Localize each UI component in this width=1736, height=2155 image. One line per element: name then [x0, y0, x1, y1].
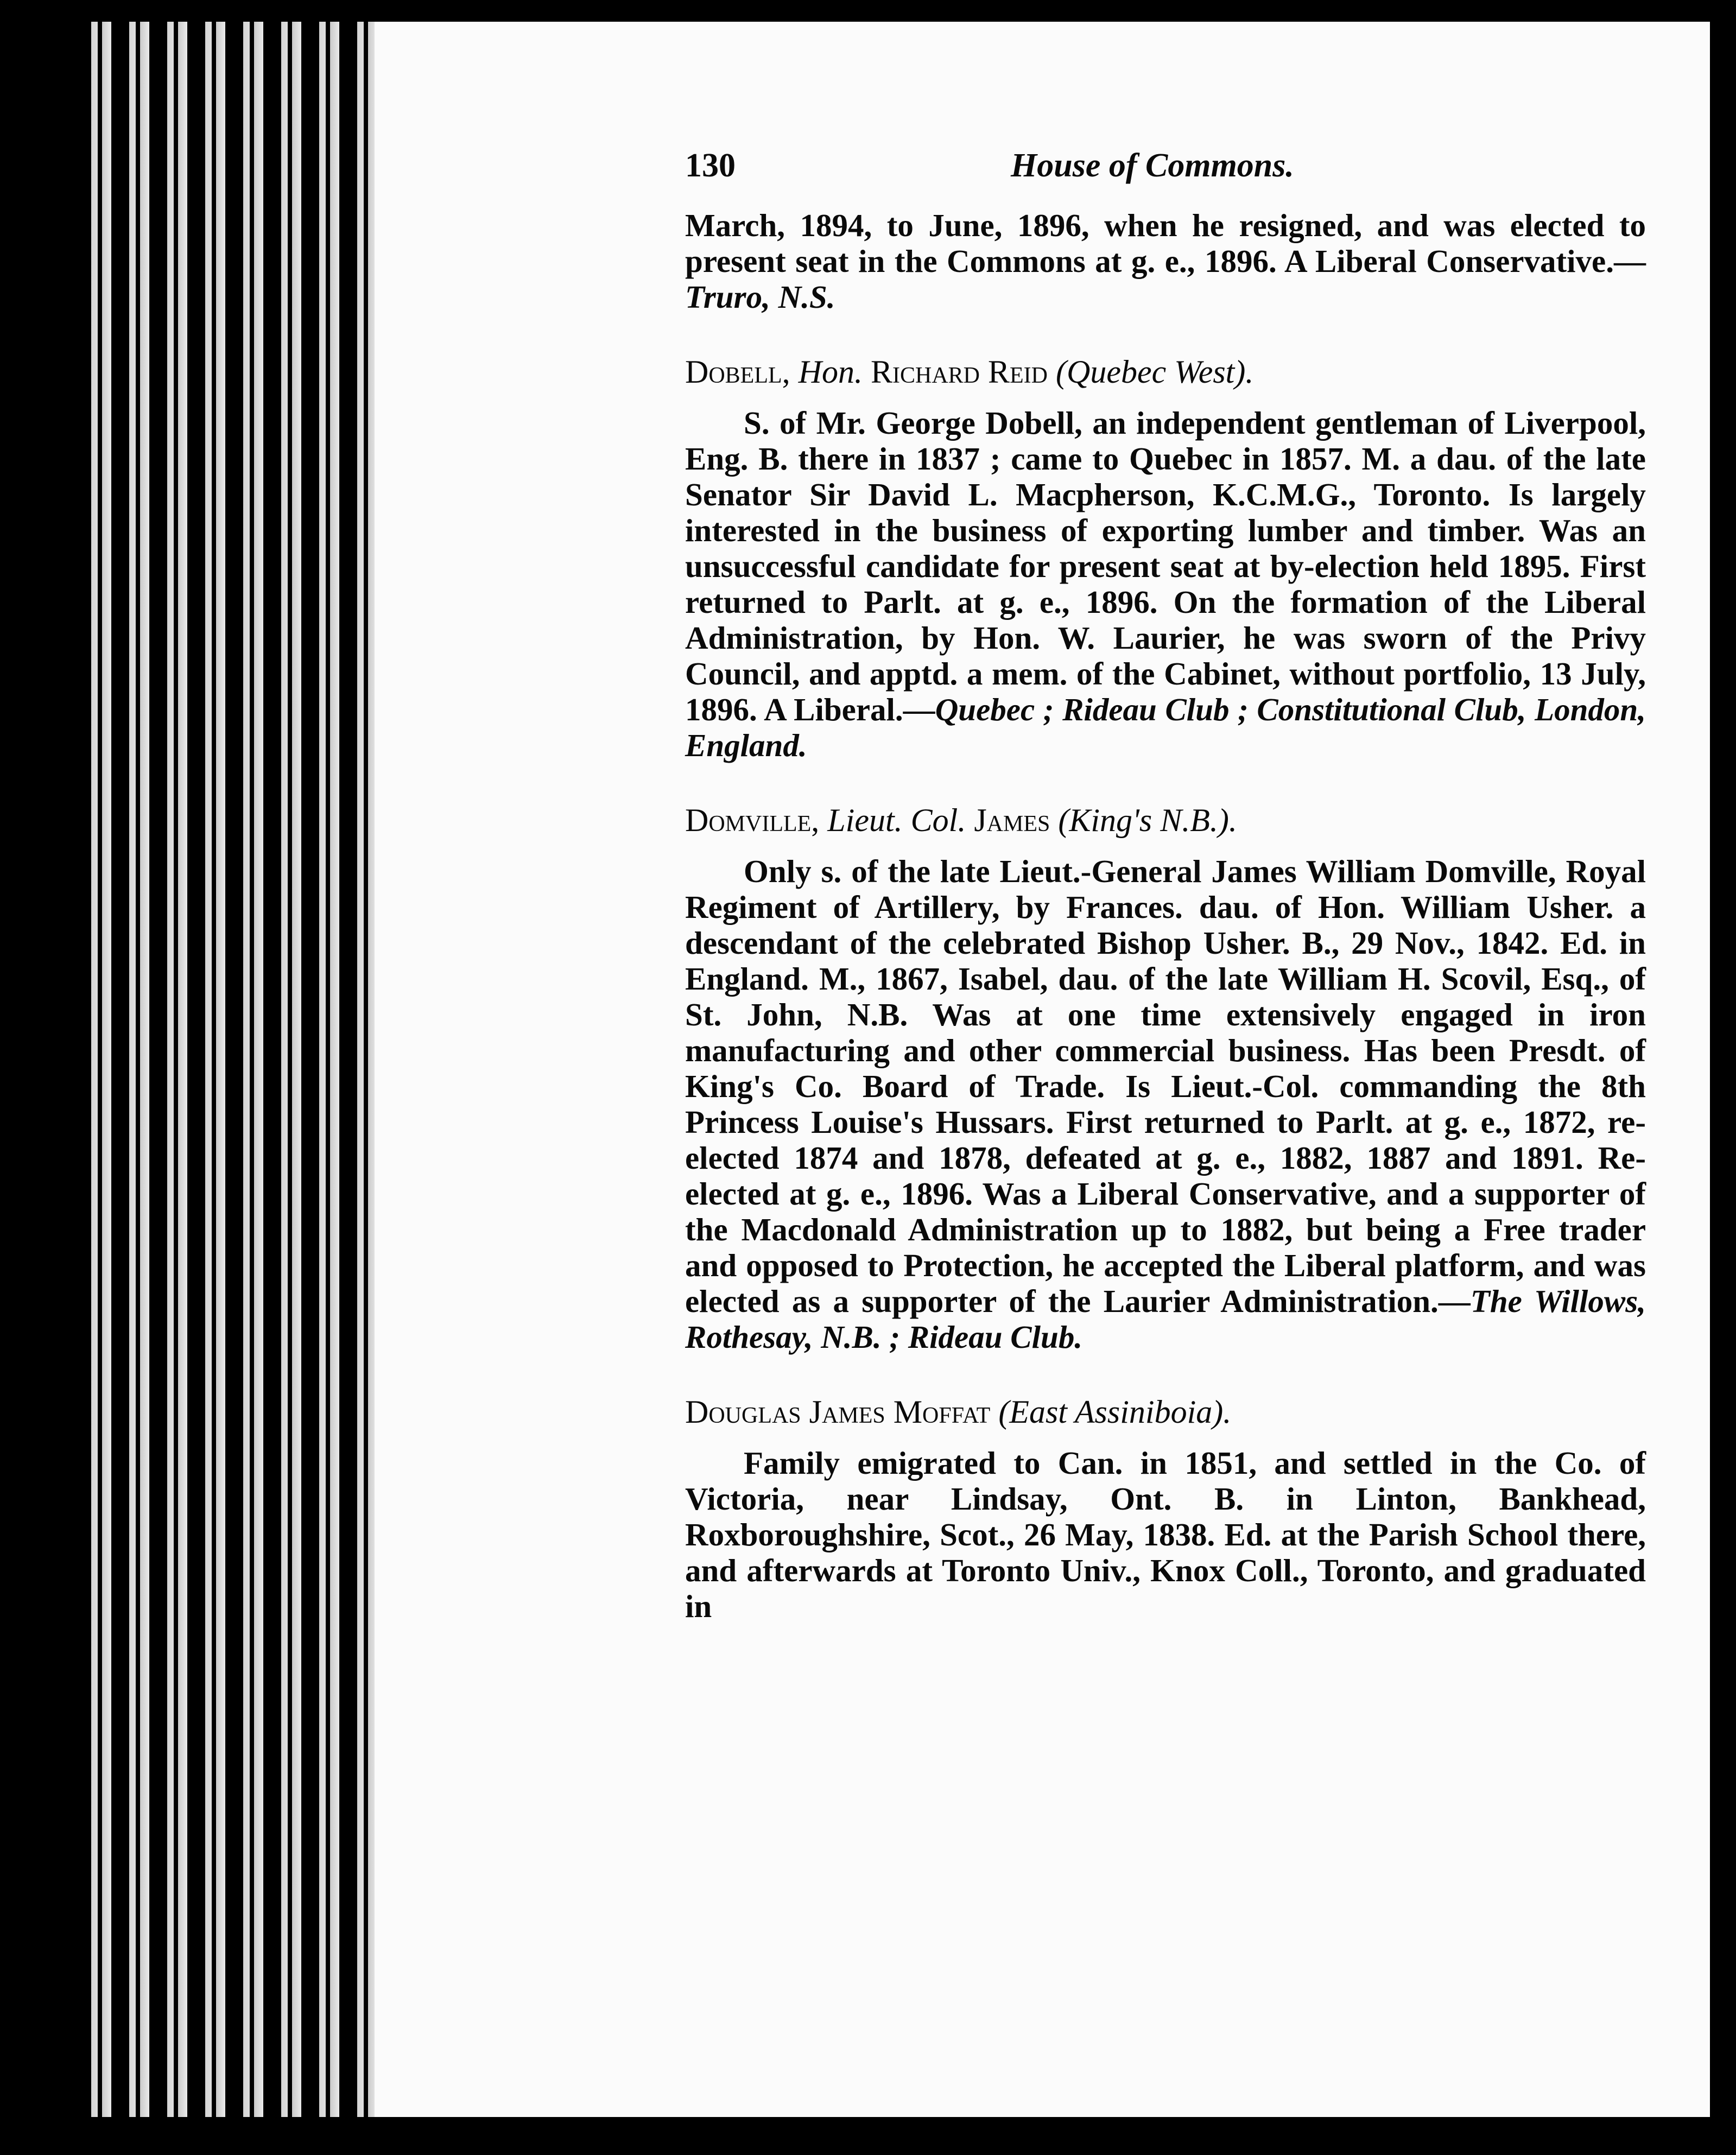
continued-entry-address: Truro, N.S.	[685, 279, 835, 315]
entry-body-text: Only s. of the late Lieut.-General James William Domville, Royal Regiment of Artillery, by Frances. dau. of Hon. William Usher. a descendant of the celebrated Bishop Usher. B., 29 Nov., 1842. Ed. in England. M., 1867, Isabel, dau. of the late William H. Scovil, Esq., of St. John, N.B. Was at one time extensively engaged in iron manufacturing and other commercial business. Has been Presdt. of King's Co. Board of Trade. Is Lieut.-Col. commanding the 8th Princess Louise's Hussars. First returned to Parlt. at g. e., 1872, re-elected 1874 and 1878, defeated at g. e., 1882, 1887 and 1891. Re-elected at g. e., 1896. Was a Liberal Conservative, and a supporter of the Macdonald Administration up to 1882, but being a Free trader and opposed to Protection, he accepted the Liberal platform, and was elected as a supporter of the Laurier Administration.—	[685, 853, 1646, 1319]
page-number: 130	[685, 147, 736, 184]
entry-body	[685, 1445, 1646, 1624]
entry-body-text: Family emigrated to Can. in 1851, and settled in the Co. of Victoria, near Lindsay, Ont. B. in Linton, Bankhead, Roxboroughshire, Scot., 26 May, 1838. Ed. at the Parish School there, and afterwards at Toronto Univ., Knox Coll., Toronto, and graduated in	[685, 1445, 1646, 1624]
entry-honorific: Lieut. Col.	[827, 802, 966, 838]
entry-constituency: (Quebec West).	[1056, 354, 1254, 390]
entry-address: The Willows, Rothesay, N.B. ; Rideau Club.	[685, 1283, 1646, 1355]
entry-surname: Dobell,	[685, 354, 790, 390]
book-page-edges	[81, 22, 385, 2117]
entry-given-names: James Moffat	[809, 1394, 991, 1430]
running-head	[685, 147, 1646, 195]
entry-body-text: S. of Mr. George Dobell, an independent gentleman of Liverpool, Eng. B. there in 1837 ; came to Quebec in 1857. M. a dau. of the late Senator Sir David L. Macpherson, K.C.M.G., Toronto. Is largely interested in the business of exporting lumber and timber. Was an unsuccessful candidate for present seat at by-election held 1895. First returned to Parlt. at g. e., 1896. On the formation of the Liberal Administration, by Hon. W. Laurier, he was sworn of the Privy Council, and apptd. a mem. of the Cabinet, without portfolio, 13 July, 1896. A Liberal.—	[685, 405, 1646, 727]
entry-given-names: Richard Reid	[870, 354, 1048, 390]
running-title: House of Commons.	[1011, 147, 1294, 184]
entry-surname: Douglas	[685, 1394, 801, 1430]
entry-address: Quebec ; Rideau Club ; Constitutional Club, London, England.	[685, 692, 1646, 763]
page-text	[685, 147, 1646, 1624]
entry-heading	[685, 802, 1646, 838]
entry-heading	[685, 1394, 1646, 1430]
entry-heading	[685, 354, 1646, 390]
entry-body	[685, 853, 1646, 1355]
entry-honorific: Hon.	[798, 354, 863, 390]
entry-given-names: James	[974, 802, 1050, 838]
continued-entry	[685, 207, 1646, 315]
entry-surname: Domville,	[685, 802, 820, 838]
entry-constituency: (East Assiniboia).	[998, 1394, 1232, 1430]
continued-entry-text: March, 1894, to June, 1896, when he resigned, and was elected to present seat in the Commons at g. e., 1896. A Liberal Conservative.—	[685, 207, 1646, 279]
entry-body	[685, 405, 1646, 763]
entry-constituency: (King's N.B.).	[1058, 802, 1237, 838]
